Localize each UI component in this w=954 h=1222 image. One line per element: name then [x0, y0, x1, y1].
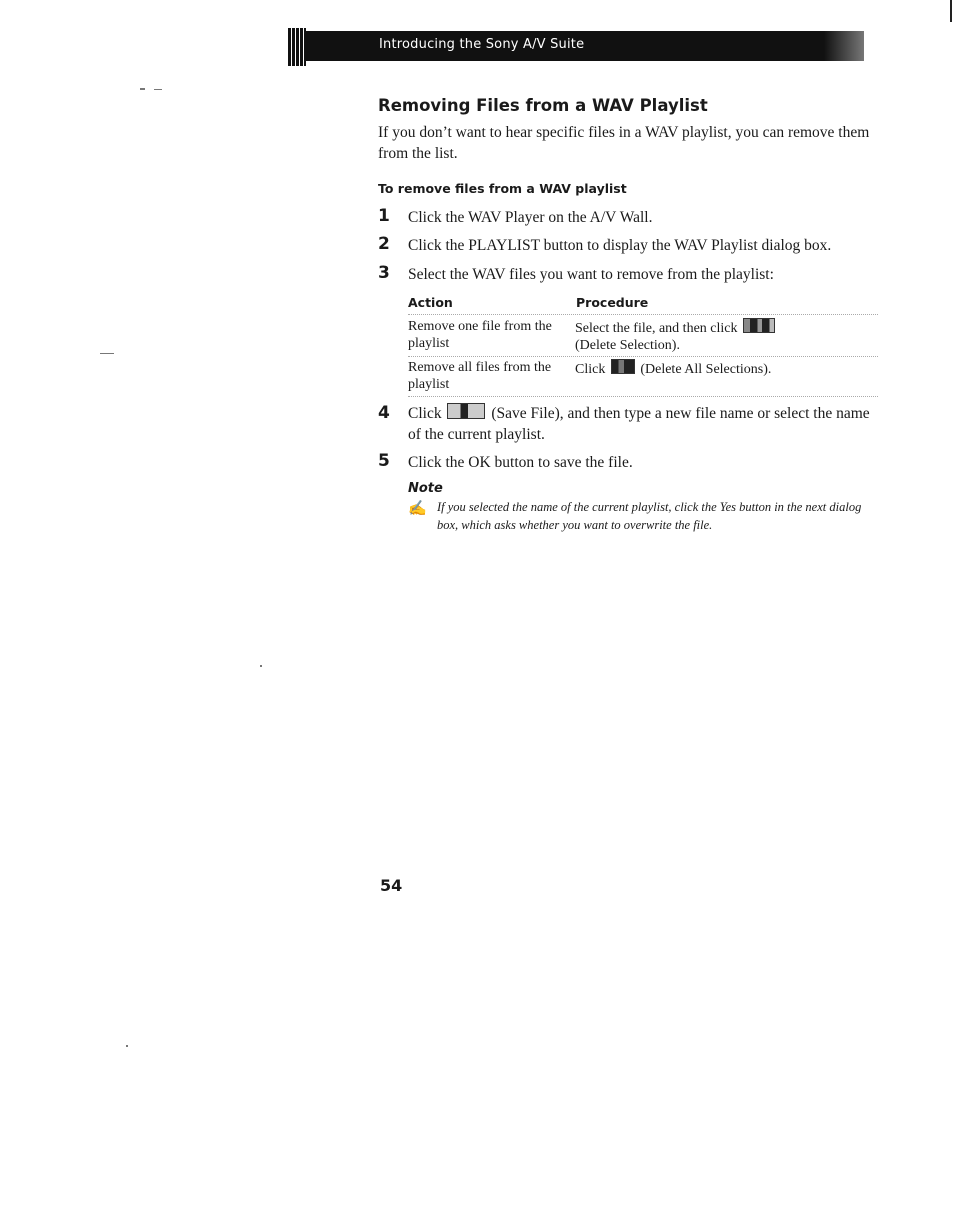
- step-4-text-pre: Click: [408, 405, 442, 422]
- step-number-3: 3: [378, 263, 390, 283]
- table-row-2-procedure-post: (Delete All Selections).: [640, 362, 772, 377]
- running-header-title: Introducing the Sony A/V Suite: [379, 37, 585, 52]
- table-rule-bottom: [408, 396, 878, 397]
- table-row-1-procedure-pre: Select the file, and then click: [575, 321, 738, 336]
- header-bar-fade: [824, 31, 864, 61]
- running-header-bar: [292, 31, 864, 61]
- page-number: 54: [380, 876, 403, 895]
- step-4-text-post: (Save File), and then type a new file name or select the name of the current playlist.: [408, 405, 870, 443]
- scan-speck: [140, 88, 145, 90]
- scan-speck: [100, 353, 114, 354]
- step-text-3: Select the WAV files you want to remove from the playlist:: [408, 266, 774, 283]
- table-rule-middle: [408, 356, 878, 357]
- table-row-1-action: Remove one file from the playlist: [408, 319, 552, 351]
- table-row-2-action: Remove all files from the playlist: [408, 360, 552, 392]
- section-intro: If you don’t want to hear specific files in a WAV playlist, you can remove them from the list.: [378, 124, 870, 162]
- scan-edge-mark: [950, 0, 952, 22]
- scan-speck: [260, 665, 262, 667]
- header-bar-edge-marks: [288, 28, 306, 66]
- save-file-icon: [447, 403, 485, 419]
- step-number-4: 4: [378, 403, 390, 423]
- table-header-action: Action: [408, 295, 453, 310]
- note-label: Note: [408, 481, 443, 496]
- step-text-2: Click the PLAYLIST button to display the WAV Playlist dialog box.: [408, 237, 832, 254]
- scan-speck: [154, 89, 162, 90]
- step-number-1: 1: [378, 206, 390, 226]
- table-row-1-procedure: [575, 318, 875, 354]
- step-text-4: [408, 403, 878, 445]
- pencil-note-icon: ✍: [408, 501, 427, 517]
- scan-speck: [126, 1045, 128, 1047]
- step-text-1: Click the WAV Player on the A/V Wall.: [408, 209, 653, 226]
- procedure-heading: To remove files from a WAV playlist: [378, 181, 627, 196]
- delete-selection-icon: [743, 318, 775, 333]
- table-header-procedure: Procedure: [576, 295, 649, 310]
- table-rule-top: [408, 314, 878, 315]
- note-text: If you selected the name of the current playlist, click the Yes button in the next dialog box, which asks whether you want to overwrite the file.: [437, 500, 862, 532]
- step-number-5: 5: [378, 451, 390, 471]
- delete-all-selections-icon: [611, 359, 635, 374]
- table-row-1-procedure-post: (Delete Selection).: [575, 338, 680, 353]
- table-row-2-procedure: [575, 359, 875, 378]
- table-row-2-procedure-pre: Click: [575, 362, 606, 377]
- section-title: Removing Files from a WAV Playlist: [378, 96, 708, 115]
- step-text-5: Click the OK button to save the file.: [408, 454, 633, 471]
- step-number-2: 2: [378, 234, 390, 254]
